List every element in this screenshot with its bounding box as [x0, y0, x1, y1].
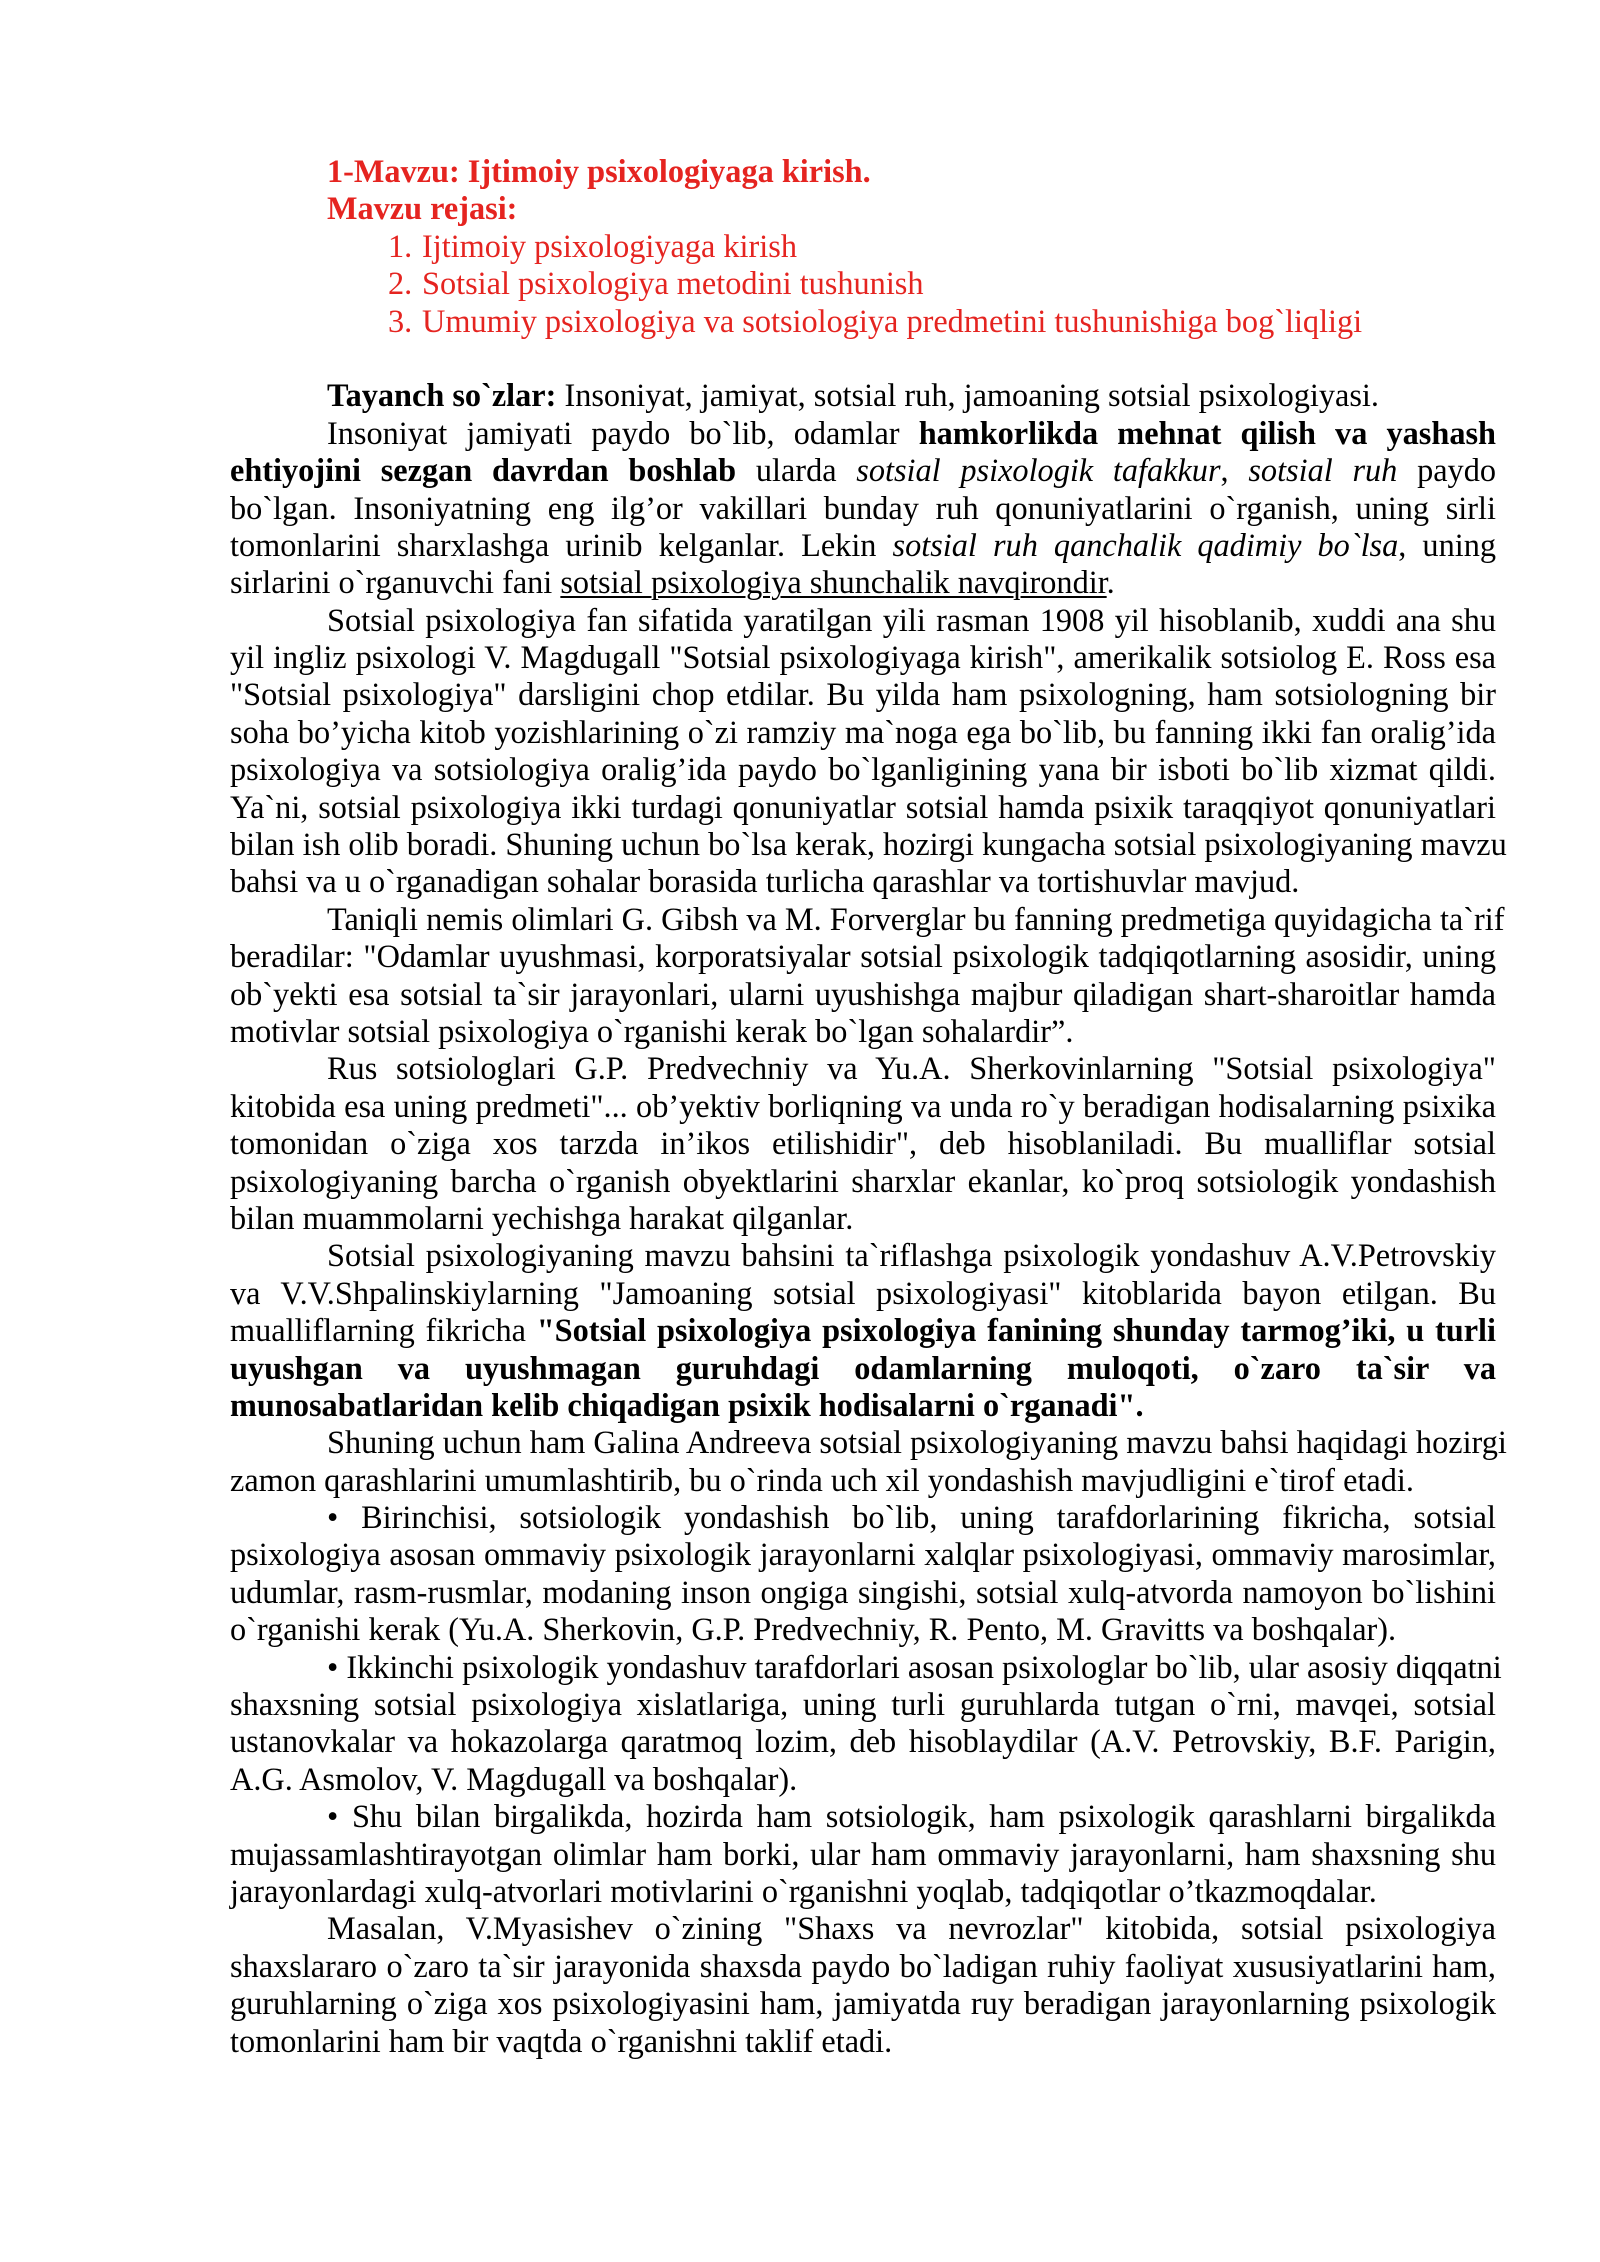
paragraph-line [230, 527, 1496, 564]
bold-text: hamkorlikda mehnat qilish va yashash [918, 414, 1496, 451]
text-run: Shuning uchun ham Galina Andreeva sotsial psixologiyaning mavzu bahsi haqidagi hozirgi [327, 1424, 1507, 1461]
paragraph-line [230, 2023, 1496, 2060]
keywords-text: Insoniyat, jamiyat, sotsial ruh, jamoaning sotsial psixologiyasi. [564, 377, 1379, 414]
text-run: soha bo’yicha kitob yozishlarining o`zi ramziy ma`noga ega bo`lib, bu fanning ikki fan oralig’ida [230, 713, 1496, 750]
paragraph-line [230, 639, 1496, 676]
body-text [230, 414, 1507, 2060]
paragraph-line [230, 1910, 1496, 1947]
bold-text: munosabatlaridan kelib chiqadigan psixik hodisalarni o`rganadi". [230, 1386, 1144, 1423]
keywords-label: Tayanch so`zlar: [327, 377, 557, 414]
keywords-line [230, 377, 1496, 414]
paragraph-line [230, 1387, 1496, 1424]
paragraph-line [230, 1350, 1496, 1387]
plan-item-number: 3. [388, 302, 413, 339]
paragraph-line [230, 1873, 1496, 1910]
paragraph-line [230, 1723, 1496, 1760]
text-run: udumlar, rasm-rusmlar, modaning inson ongiga singishi, sotsial xulq-atvorda namoyon bo`lishini [230, 1573, 1496, 1610]
paragraph [230, 1050, 1496, 1237]
text-run: mualliflarning fikricha [230, 1312, 537, 1349]
paragraph-line [230, 1574, 1496, 1611]
paragraph-line [230, 1798, 1496, 1835]
text-run: shaxsning sotsial psixologiya xislatlariga, uning turli guruhlarda tutgan o`rni, mavqei, sotsial [230, 1686, 1496, 1723]
paragraph-line [230, 1163, 1496, 1200]
plan-item-text: Sotsial psixologiya metodini tushunish [422, 265, 924, 302]
text-run: A.G. Asmolov, V. Magdugall va boshqalar). [230, 1760, 798, 1797]
paragraph [230, 1499, 1496, 1649]
paragraph-line [230, 676, 1496, 713]
text-run: tomonidan o`ziga xos tarzda in’ikos etilishidir", deb hisoblaniladi. Bu mualliflar sotsial [230, 1125, 1496, 1162]
paragraph-line [230, 1836, 1496, 1873]
paragraph-line [230, 1536, 1496, 1573]
paragraph-line [230, 1275, 1496, 1312]
bold-text: uyushgan va uyushmagan guruhdagi odamlarning muloqoti, o`zaro ta`sir va [230, 1349, 1496, 1386]
text-run: Ya`ni, sotsial psixologiya ikki turdagi qonuniyatlar sotsial hamda psixik taraqqiyot qonuniyatlari [230, 788, 1496, 825]
text-run: , uning [1398, 526, 1496, 563]
paragraph-line [230, 714, 1496, 751]
paragraph-line [230, 1312, 1496, 1349]
text-run: va V.V.Shpalinskiylarning "Jamoaning sotsial psixologiyasi" kitoblarida bayon etilgan. Bu [230, 1274, 1496, 1311]
text-run: psixologiya asosan ommaviy psixologik jarayonlarni xalqlar psixologiyasi, ommaviy marosimlar, [230, 1536, 1496, 1573]
paragraph [230, 601, 1507, 901]
text-run: bahsi va u o`rganadigan sohalar borasida turlicha qarashlar va tortishuvlar mavjud. [230, 863, 1300, 900]
text-run: mujassamlashtirayotgan olimlar ham borki, ular ham ommaviy jarayonlarni, ham shaxsning shu [230, 1835, 1496, 1872]
text-run: , [1220, 452, 1249, 489]
text-run: Sotsial psixologiyaning mavzu bahsini ta`riflashga psixologik yondashuv A.V.Petrovskiy [327, 1237, 1496, 1274]
text-run: bilan ish olib boradi. Shuning uchun bo`lsa kerak, hozirgi kungacha sotsial psixologiyaning mavzu [230, 826, 1507, 863]
bold-text: ehtiyojini sezgan davrdan boshlab [230, 452, 737, 489]
italic-text: sotsial ruh [1248, 452, 1398, 489]
paragraph-line [230, 789, 1496, 826]
paragraph [230, 1237, 1496, 1424]
text-run: psixologiyaning barcha o`rganish obyektlarini sharxlar ekanlar, ko`proq sotsiologik yondashish [230, 1162, 1496, 1199]
text-run: motivlar sotsial psixologiya o`rganishi kerak bo`lgan sohalardir”. [230, 1012, 1074, 1049]
text-run: beradilar: "Odamlar uyushmasi, korporatsiyalar sotsial psixologik tadqiqotlarning asosidir, uning [230, 938, 1496, 975]
bold-text: "Sotsial psixologiya psixologiya fanining shunday tarmog’iki, u turli [536, 1312, 1496, 1349]
paragraph-line [230, 564, 1496, 601]
text-run: psixologiya va sotsiologiya oralig’ida paydo bo`lganligining yana bir isboti bo`lib xizmat qildi. [230, 751, 1496, 788]
paragraph [230, 1648, 1502, 1799]
plan-item [230, 265, 1496, 302]
underlined-text: sotsial psixologiya shunchalik navqirondir [560, 564, 1107, 601]
paragraph-line [230, 1985, 1496, 2022]
paragraph-line [230, 490, 1496, 527]
text-run: shaxslararo o`zaro ta`sir jarayonida shaxsda paydo bo`ladigan ruhiy faoliyat xususiyatlarini ham, [230, 1947, 1496, 1984]
paragraph-line [230, 751, 1496, 788]
paragraph-line [230, 602, 1496, 639]
text-run: ob`yekti esa sotsial ta`sir jarayonlari, ularni uyushishga majbur qiladigan shart-sharoitlar hamda [230, 975, 1496, 1012]
paragraph-line [230, 1088, 1496, 1125]
text-run: kitobida esa uning predmeti"... ob’yektiv borliqning va unda ro`y beradigan hodisalarning psixika [230, 1087, 1496, 1124]
plan-heading: Mavzu rejasi: [327, 190, 518, 227]
paragraph-line [230, 1648, 1502, 1686]
text-run: ustanovkalar va hokazolarga qaratmoq lozim, deb hisoblaydilar (A.V. Petrovskiy, B.F. Parigin, [230, 1723, 1496, 1760]
blank-line [230, 340, 1496, 377]
paragraph-line [230, 452, 1496, 489]
paragraph-line [230, 826, 1507, 863]
text-run: zamon qarashlarini umumlashtirib, bu o`rinda uch xil yondashish mavjudligini e`tirof etadi. [230, 1461, 1414, 1498]
paragraph [230, 415, 1496, 602]
plan-item [230, 228, 1496, 265]
paragraph-line [230, 1462, 1496, 1499]
text-run: • Ikkinchi psixologik yondashuv tarafdorlari asosan psixologlar bo`lib, ular asosiy diqqatni [327, 1648, 1502, 1685]
plan-item-text: Umumiy psixologiya va sotsiologiya predmetini tushunishiga bog`liqligi [422, 302, 1363, 339]
paragraph-line [230, 976, 1496, 1013]
paragraph-line [230, 1125, 1496, 1162]
text-run: jarayonlardagi xulq-atvorlari motivlarini o`rganishni yoqlab, tadqiqotlar o’tkazmoqdalar. [230, 1872, 1377, 1909]
text-run: tomonlarini ham bir vaqtda o`rganishni taklif etadi. [230, 2022, 893, 2059]
paragraph-line [230, 1948, 1496, 1985]
text-run: paydo [1397, 452, 1496, 489]
italic-text: sotsial psixologik tafakkur [856, 452, 1221, 489]
plan-item-text: Ijtimoiy psixologiyaga kirish [422, 227, 797, 264]
text-run: . [1106, 564, 1115, 601]
text-run: guruhlarning o`ziga xos psixologiyasini ham, jamiyatda ruy beradigan jarayonlarning psixologik [230, 1985, 1496, 2022]
paragraph-line [230, 1237, 1496, 1274]
paragraph-line [230, 1761, 1496, 1798]
paragraph [230, 1424, 1507, 1499]
document-content [230, 153, 1507, 2060]
text-run: Masalan, V.Myasishev o`zining "Shaxs va nevrozlar" kitobida, sotsial psixologiya [327, 1910, 1496, 1947]
text-run: "Sotsial psixologiya" darsligini chop etdilar. Bu yilda ham psixologning, ham sotsiologning bir [230, 676, 1496, 713]
text-run: bo`lgan. Insoniyatning eng ilg’or vakillari bunday ruh qonuniyatlarini o`rganish, uning sirli [230, 489, 1496, 526]
text-run: tomonlarini sharxlashga urinib kelganlar. Lekin [230, 526, 893, 563]
plan-item-number: 2. [388, 265, 413, 302]
text-run: Rus sotsiologlari G.P. Predvechniy va Yu.A. Sherkovinlarning "Sotsial psixologiya" [327, 1050, 1496, 1087]
text-run: bilan muammolarni yechishga harakat qilganlar. [230, 1199, 854, 1236]
paragraph-line [230, 1499, 1496, 1536]
paragraph-line [230, 1013, 1496, 1050]
paragraph-line [230, 415, 1496, 452]
paragraph-line [230, 1686, 1496, 1723]
plan-item [230, 303, 1496, 340]
text-run: ularda [736, 452, 857, 489]
italic-text: sotsial ruh qanchalik qadimiy bo`lsa [892, 526, 1399, 563]
paragraph [230, 1910, 1496, 2060]
paragraph-line [230, 938, 1496, 975]
paragraph-line [230, 900, 1505, 938]
text-run: sirlarini o`rganuvchi fani [230, 564, 561, 601]
text-run: Taniqli nemis olimlari G. Gibsh va M. Forverglar bu fanning predmetiga quyidagicha ta`rif [327, 900, 1505, 937]
plan-item-number: 1. [388, 227, 413, 264]
text-run: • Shu bilan birgalikda, hozirda ham sotsiologik, ham psixologik qarashlarni birgalikda [327, 1798, 1496, 1835]
paragraph-line [230, 863, 1496, 900]
paragraph-line [230, 1611, 1496, 1648]
text-run: o`rganishi kerak (Yu.A. Sherkovin, G.P. Predvechniy, R. Pento, M. Gravitts va boshqalar). [230, 1611, 1397, 1648]
paragraph-line [230, 1050, 1496, 1087]
paragraph-line [230, 1200, 1496, 1237]
paragraph [230, 900, 1505, 1051]
paragraph [230, 1798, 1496, 1910]
text-run: • Birinchisi, sotsiologik yondashish bo`lib, uning tarafdorlarining fikricha, sotsial [327, 1499, 1496, 1536]
text-run: yil ingliz psixologi V. Magdugall "Sotsial psixologiyaga kirish", amerikalik sotsiolog E. Ross esa [230, 639, 1496, 676]
paragraph-line [230, 1424, 1507, 1461]
text-run: Insoniyat jamiyati paydo bo`lib, odamlar [327, 414, 919, 451]
text-run: Sotsial psixologiya fan sifatida yaratilgan yili rasman 1908 yil hisoblanib, xuddi ana shu [327, 601, 1496, 638]
topic-title: 1-Mavzu: Ijtimoiy psixologiyaga kirish. [327, 153, 871, 189]
